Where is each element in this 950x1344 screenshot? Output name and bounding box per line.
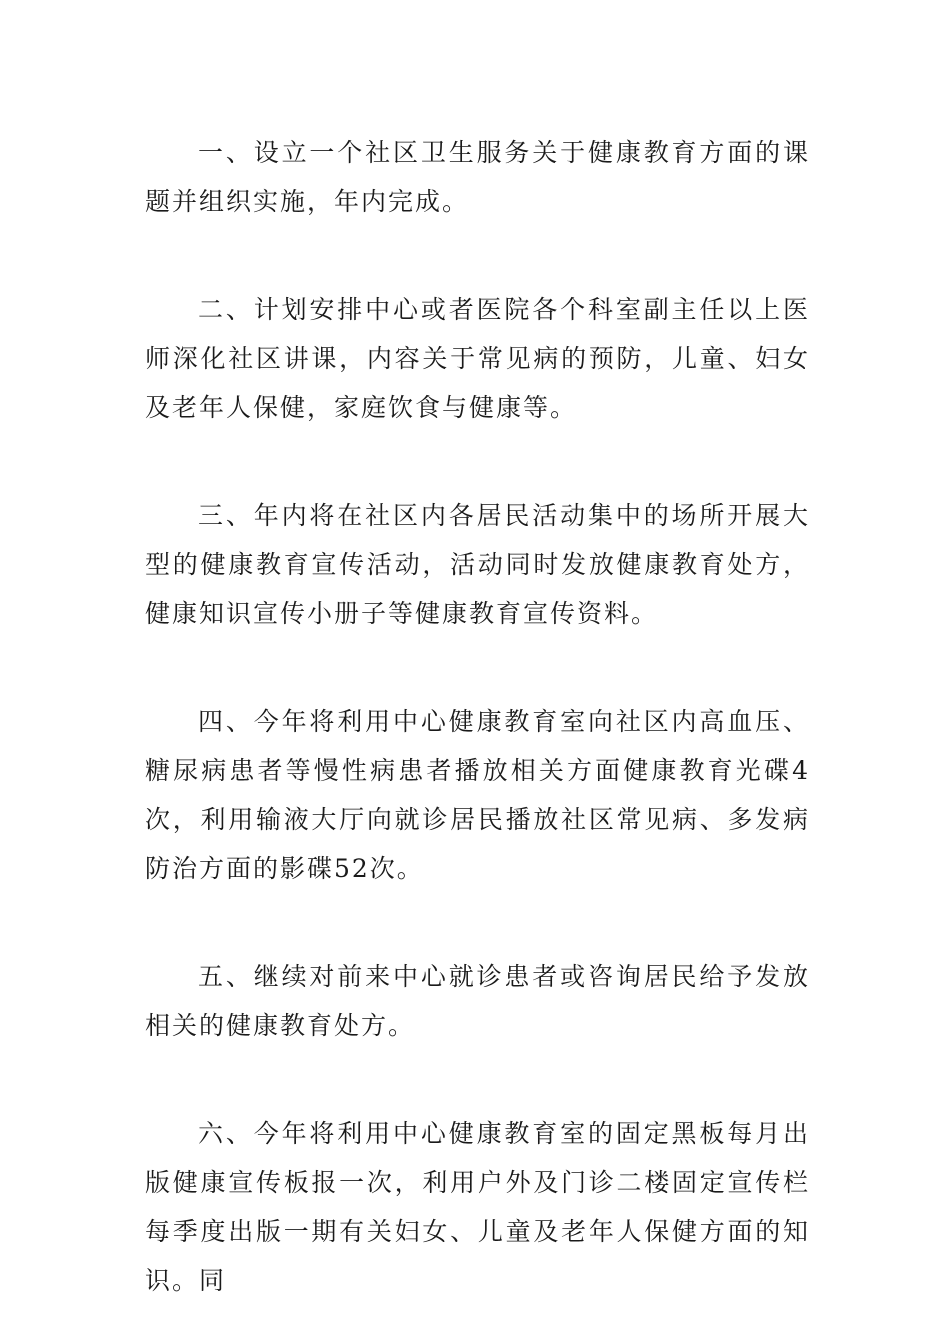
paragraph-5: 五、继续对前来中心就诊患者或咨询居民给予发放相关的健康教育处方。 — [145, 962, 810, 1040]
paragraph-6: 六、今年将利用中心健康教育室的固定黑板每月出版健康宣传板报一次，利用户外及门诊二楼固定宣传栏每季度出版一期有关妇女、儿童及老年人保健方面的知识。同 — [145, 1119, 810, 1295]
document-body — [145, 128, 810, 1305]
paragraph-2: 二、计划安排中心或者医院各个科室副主任以上医师深化社区讲课，内容关于常见病的预防，儿童、妇女及老年人保健，家庭饮食与健康等。 — [145, 295, 810, 422]
paragraph-3: 三、年内将在社区内各居民活动集中的场所开展大型的健康教育宣传活动，活动同时发放健康教育处方，健康知识宣传小册子等健康教育宣传资料。 — [145, 501, 810, 628]
paragraph-4: 四、今年将利用中心健康教育室向社区内高血压、糖尿病患者等慢性病患者播放相关方面健康教育光碟4次，利用输液大厅向就诊居民播放社区常见病、多发病防治方面的影碟52次。 — [145, 707, 810, 883]
paragraph-1: 一、设立一个社区卫生服务关于健康教育方面的课题并组织实施，年内完成。 — [145, 138, 810, 216]
